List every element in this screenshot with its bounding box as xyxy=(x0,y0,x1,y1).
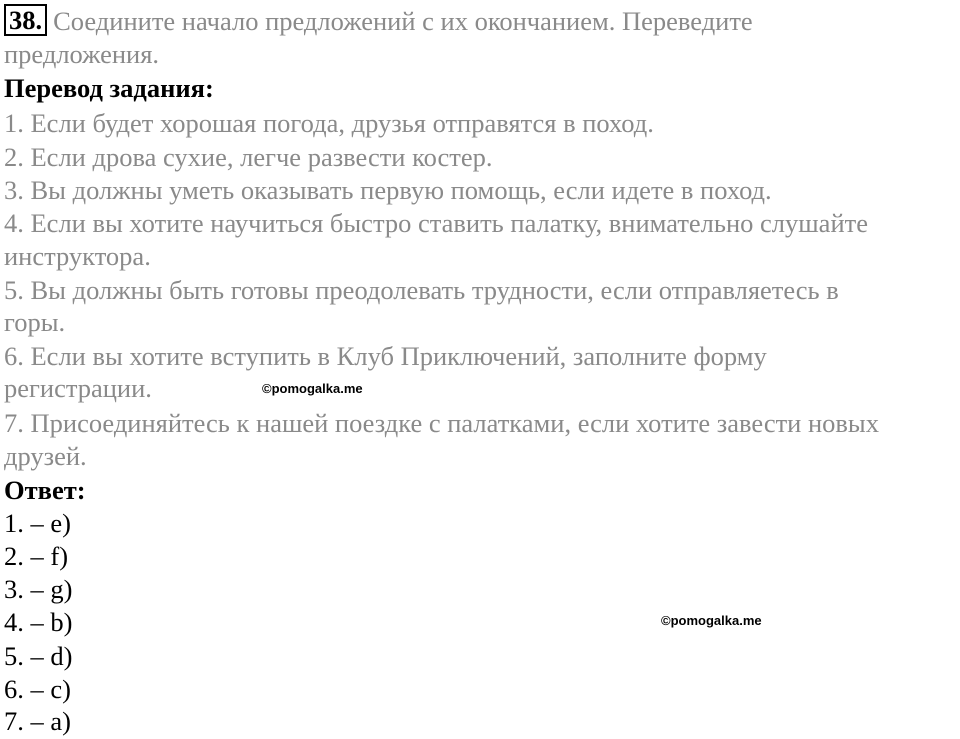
watermark: ©pomogalka.me xyxy=(262,381,363,396)
answer-item: 6. – c) xyxy=(4,674,71,704)
translation-line: 5. Вы должны быть готовы преодолевать трудности, если отправляетесь в xyxy=(4,275,839,305)
translation-line: регистрации. xyxy=(4,373,152,403)
watermark: ©pomogalka.me xyxy=(661,613,762,628)
translation-line: 4. Если вы хотите научиться быстро ставить палатку, внимательно слушайте xyxy=(4,208,868,238)
answer-heading: Ответ: xyxy=(4,475,86,505)
answer-item: 2. – f) xyxy=(4,541,69,571)
translation-line: горы. xyxy=(4,307,66,337)
answer-item: 7. – a) xyxy=(4,706,71,736)
translation-line: 7. Присоединяйтесь к нашей поездке с палатками, если хотите завести новых xyxy=(4,408,879,438)
translation-heading: Перевод задания: xyxy=(4,73,214,103)
translation-line: 1. Если будет хорошая погода, друзья отправятся в поход. xyxy=(4,108,654,138)
translation-line: инструктора. xyxy=(4,241,151,271)
answer-item: 5. – d) xyxy=(4,641,73,671)
task-instruction-line-1 xyxy=(4,4,753,38)
task-instruction-line-2: предложения. xyxy=(4,39,160,69)
answer-item: 4. – b) xyxy=(4,607,73,637)
translation-line: 2. Если дрова сухие, легче развести костер. xyxy=(4,142,493,172)
translation-line: 3. Вы должны уметь оказывать первую помощь, если идете в поход. xyxy=(4,175,772,205)
answer-item: 3. – g) xyxy=(4,574,73,604)
answer-item: 1. – e) xyxy=(4,508,71,538)
task-number-box: 38. xyxy=(4,4,47,36)
task-instruction-text: Соедините начало предложений с их окончанием. Переведите xyxy=(53,6,753,36)
translation-line: 6. Если вы хотите вступить в Клуб Приключений, заполните форму xyxy=(4,341,767,371)
translation-line: друзей. xyxy=(4,441,87,471)
